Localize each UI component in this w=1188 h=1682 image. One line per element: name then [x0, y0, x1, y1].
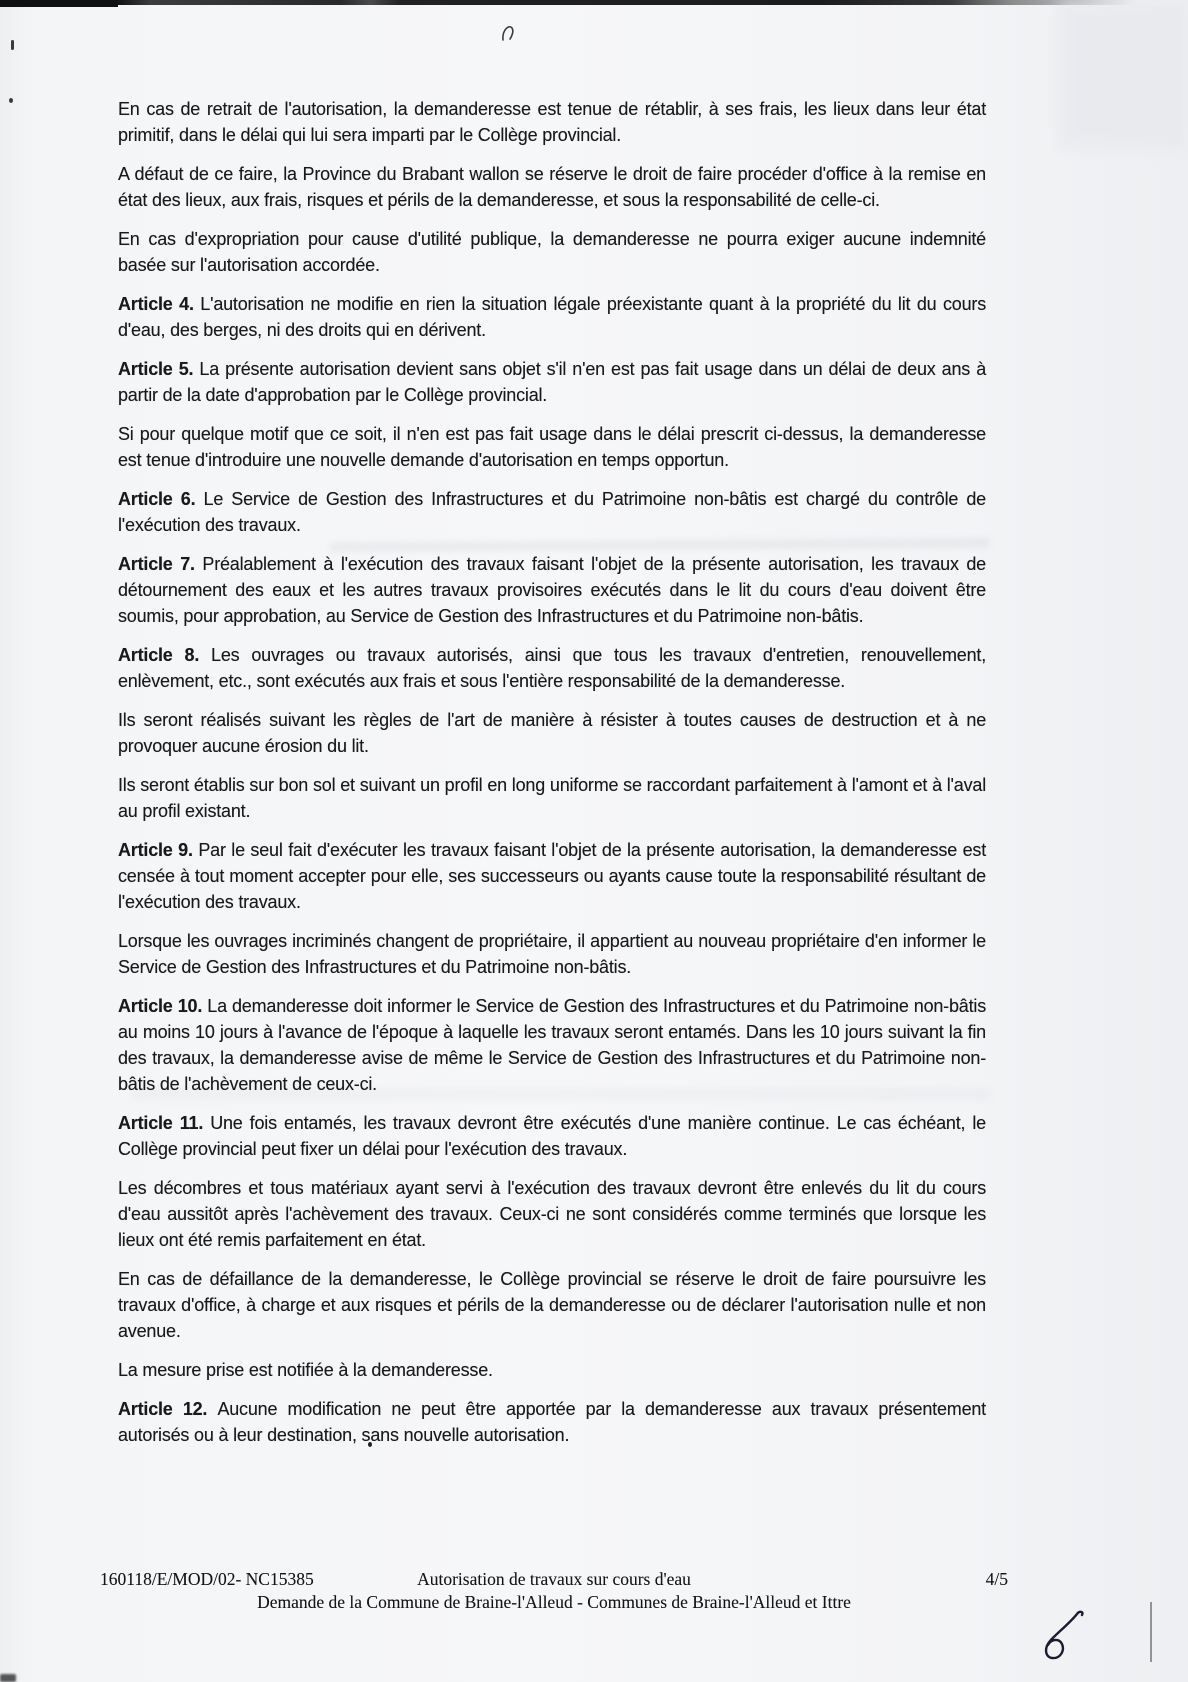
scan-edge-bar-top — [0, 0, 1135, 5]
footer-title: Autorisation de travaux sur cours d'eau — [417, 1569, 691, 1589]
document-body — [118, 96, 986, 1461]
article-label: Article 11. — [118, 1113, 211, 1133]
article-paragraph: Article 4. L'autorisation ne modifie en rien la situation légale préexistante quant à la propriété du lit du cours d'eau, des berges, ni des droits qui en dérivent. — [118, 294, 986, 340]
paragraph: En cas de retrait de l'autorisation, la demanderesse est tenue de rétablir, à ses frais, les lieux dans leur état primitif, dans le délai qui lui sera imparti par le Collège provincial. — [118, 99, 986, 145]
article-paragraph: Article 6. Le Service de Gestion des Infrastructures et du Patrimoine non-bâtis est chargé du contrôle de l'exécution des travaux. — [118, 489, 986, 535]
article-paragraph: Article 12. Aucune modification ne peut être apportée par la demanderesse aux travaux présentement autorisés ou à leur destination, sans nouvelle autorisation. — [118, 1399, 986, 1445]
article-label: Article 9. — [118, 840, 199, 860]
pen-squiggle-mark — [500, 22, 518, 47]
scan-speck — [11, 40, 14, 50]
paragraph: En cas d'expropriation pour cause d'utilité publique, la demanderesse ne pourra exiger aucune indemnité basée sur l'autorisation accordée. — [118, 229, 986, 275]
paragraph: La mesure prise est notifiée à la demanderesse. — [118, 1360, 493, 1380]
scan-line-right — [1150, 1602, 1152, 1662]
footer-reference: 160118/E/MOD/02- NC15385 — [100, 1569, 314, 1589]
paragraph: Ils seront établis sur bon sol et suivant un profil en long uniforme se raccordant parfaitement à l'amont et à l'aval au profil existant. — [118, 775, 986, 821]
article-paragraph: Article 10. La demanderesse doit informer le Service de Gestion des Infrastructures et du Patrimoine non-bâtis au moins 10 jours à l'avance de l'époque à laquelle les travaux seront entamés. Dans les 10 jours suivant la fin des travaux, la demanderesse avise de même le Service de Gestion des Infrastructures et du Patrimoine non-bâtis de l'achèvement de ceux-ci. — [118, 996, 987, 1094]
article-label: Article 12. — [118, 1399, 218, 1419]
article-label: Article 4. — [118, 294, 201, 314]
article-label: Article 5. — [118, 359, 200, 379]
article-label: Article 8. — [118, 645, 212, 665]
scan-speck-bottom-left — [0, 1674, 16, 1682]
article-label: Article 10. — [118, 996, 208, 1016]
handwritten-initial-signature — [1042, 1610, 1092, 1667]
footer-subtitle: Demande de la Commune de Braine-l'Alleud - Communes de Braine-l'Alleud et Ittre — [257, 1592, 851, 1612]
page-footer — [100, 1569, 1008, 1590]
article-label: Article 7. — [118, 554, 203, 574]
paragraph: En cas de défaillance de la demanderesse, le Collège provincial se réserve le droit de faire poursuivre les travaux d'office, à charge et aux risques et périls de la demanderesse ou de déclarer l'autorisation nulle et non avenue. — [118, 1269, 986, 1341]
paragraph: Ils seront réalisés suivant les règles de l'art de manière à résister à toutes causes de destruction et à ne provoquer aucune érosion du lit. — [118, 710, 986, 756]
paragraph: Lorsque les ouvrages incriminés changent de propriétaire, il appartient au nouveau propriétaire d'en informer le Service de Gestion des Infrastructures et du Patrimoine non-bâtis. — [118, 931, 986, 977]
article-paragraph: Article 7. Préalablement à l'exécution des travaux faisant l'objet de la présente autorisation, les travaux de détournement des eaux et les autres travaux provisoires exécutés dans le lit du cours d'eau doivent être soumis, pour approbation, au Service de Gestion des Infrastructures et du Patrimoine non-bâtis. — [118, 554, 986, 626]
scan-speck — [9, 98, 13, 103]
article-paragraph: Article 5. La présente autorisation devient sans objet s'il n'en est pas fait usage dans un délai de deux ans à partir de la date d'approbation par le Collège provincial. — [118, 359, 987, 405]
footer-page-number: 4/5 — [985, 1569, 1008, 1589]
paragraph: Si pour quelque motif que ce soit, il n'en est pas fait usage dans le délai prescrit ci-dessus, la demanderesse est tenue d'introduire une nouvelle demande d'autorisation en temps opportun. — [118, 424, 986, 470]
article-paragraph: Article 8. Les ouvrages ou travaux autorisés, ainsi que tous les travaux d'entretien, renouvellement, enlèvement, etc., sont exécutés aux frais et sous l'entière responsabilité de la demanderesse. — [118, 645, 986, 691]
scan-edge-bar-top-left — [0, 0, 118, 7]
paragraph: A défaut de ce faire, la Province du Brabant wallon se réserve le droit de faire procéder d'office à la remise en état des lieux, aux frais, risques et périls de la demanderesse, et sous la responsabilité de celle-ci. — [118, 164, 986, 210]
article-paragraph: Article 9. Par le seul fait d'exécuter les travaux faisant l'objet de la présente autorisation, la demanderesse est censée à tout moment accepter pour elle, ses successeurs ou ayants cause toute la responsabilité résultant de l'exécution des travaux. — [118, 840, 986, 912]
article-paragraph: Article 11. Une fois entamés, les travaux devront être exécutés d'une manière continue. Le cas échéant, le Collège provincial peut fixer un délai pour l'exécution des travaux. — [118, 1113, 986, 1159]
paragraph: Les décombres et tous matériaux ayant servi à l'exécution des travaux devront être enlevés du lit du cours d'eau aussitôt après l'achèvement des travaux. Ceux-ci ne sont considérés comme terminés que lorsque les lieux ont été remis parfaitement en état. — [118, 1178, 986, 1250]
scan-shadow-top-right — [1058, 0, 1188, 150]
article-label: Article 6. — [118, 489, 204, 509]
